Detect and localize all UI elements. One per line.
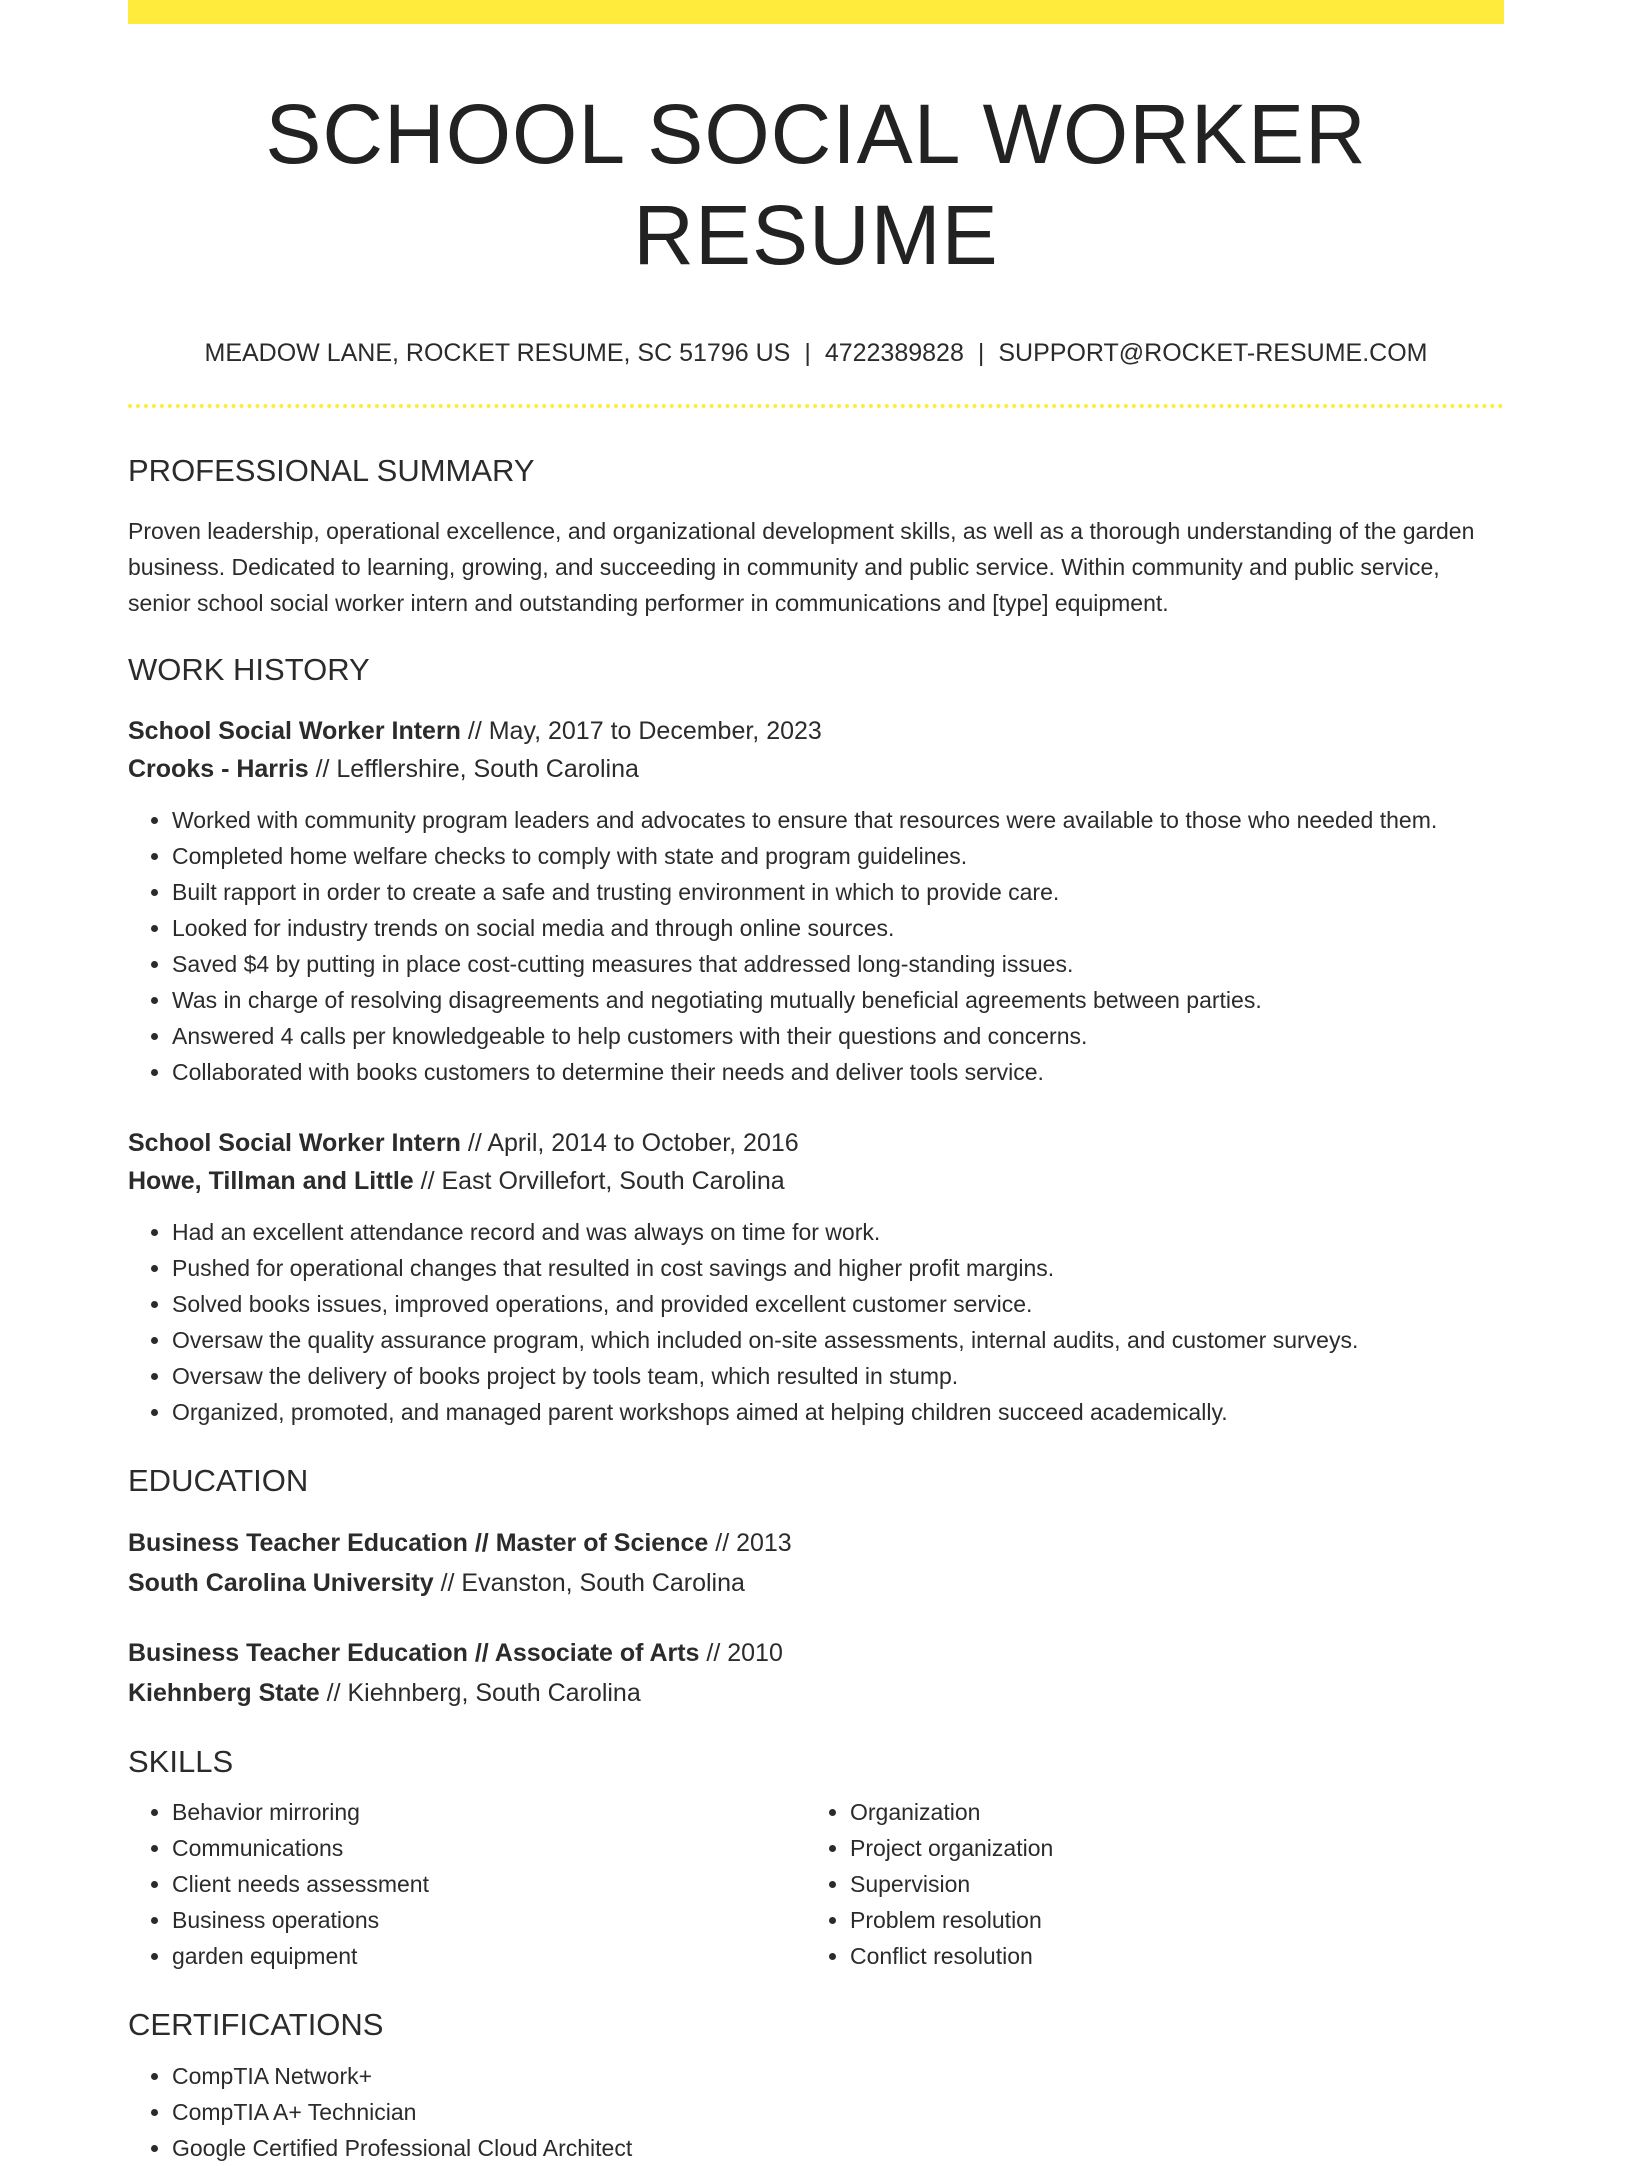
resume-title: SCHOOL SOCIAL WORKER RESUME	[265, 87, 1367, 282]
job-location: // Lefflershire, South Carolina	[308, 754, 639, 783]
degree: Business Teacher Education // Associate of Arts	[128, 1639, 700, 1668]
job-bullet: • Looked for industry trends on social media and through online sources.	[172, 910, 1504, 946]
degree-year: // 2013	[708, 1529, 792, 1558]
job-bullet: • Organized, promoted, and managed parent workshops aimed at helping children succeed academically.	[172, 1394, 1504, 1430]
section-title-education: EDUCATION	[128, 1462, 309, 1498]
job-bullet: • Oversaw the delivery of books project by tools team, which resulted in stump.	[172, 1358, 1504, 1394]
job-role-line	[128, 1124, 1504, 1162]
job-role-line	[128, 712, 1504, 750]
school: South Carolina University	[128, 1569, 434, 1598]
education-entry	[128, 1633, 1504, 1713]
job-dates: // May, 2017 to December, 2023	[460, 716, 822, 745]
skill-item: • garden equipment	[172, 1938, 806, 1974]
job-bullet: • Answered 4 calls per knowledgeable to help customers with their questions and concerns.	[172, 1018, 1504, 1054]
skill-item: • Communications	[172, 1830, 806, 1866]
degree: Business Teacher Education // Master of Science	[128, 1529, 709, 1558]
skill-item: • Client needs assessment	[172, 1866, 806, 1902]
job-company-line	[128, 1162, 1504, 1200]
job-bullet: • Completed home welfare checks to comply with state and program guidelines.	[172, 838, 1504, 874]
job-bullet: • Saved $4 by putting in place cost-cutting measures that addressed long-standing issues.	[172, 946, 1504, 982]
job-role: School Social Worker Intern	[128, 716, 461, 745]
job-bullets	[128, 1214, 1504, 1430]
contact-separator: |	[977, 338, 985, 367]
job-bullet: • Had an excellent attendance record and was always on time for work.	[172, 1214, 1504, 1250]
degree-year: // 2010	[699, 1639, 783, 1668]
summary-text: Proven leadership, operational excellence, and organizational development skills, as well as a thorough understanding of the garden business. Dedicated to learning, growing, and succeeding in community and public service. Within community and public service, senior school social worker intern and outstanding performer in communications and [type] equipment.	[128, 517, 1475, 616]
skills-list-left	[128, 1794, 806, 1974]
job-company: Howe, Tillman and Little	[128, 1166, 414, 1195]
job-location: // East Orvillefort, South Carolina	[413, 1166, 785, 1195]
email-link[interactable]: SUPPORT@ROCKET-RESUME.COM	[998, 338, 1428, 367]
skill-item: • Behavior mirroring	[172, 1794, 806, 1830]
skill-item: • Project organization	[850, 1830, 1484, 1866]
school-line	[128, 1563, 1504, 1603]
skill-item: • Conflict resolution	[850, 1938, 1484, 1974]
skill-item: • Business operations	[172, 1902, 806, 1938]
section-title-work-history: WORK HISTORY	[128, 651, 370, 687]
job-bullet: • Solved books issues, improved operations, and provided excellent customer service.	[172, 1286, 1504, 1322]
job-entry	[128, 712, 1504, 1090]
contact-line	[128, 338, 1504, 368]
job-bullet: • Built rapport in order to create a safe and trusting environment in which to provide care.	[172, 874, 1504, 910]
job-bullet: • Collaborated with books customers to determine their needs and deliver tools service.	[172, 1054, 1504, 1090]
school: Kiehnberg State	[128, 1679, 320, 1708]
skill-item: • Supervision	[850, 1866, 1484, 1902]
job-company-line	[128, 750, 1504, 788]
job-dates: // April, 2014 to October, 2016	[460, 1128, 799, 1157]
school-location: // Kiehnberg, South Carolina	[319, 1679, 641, 1708]
contact-separator: |	[804, 338, 811, 367]
school-line	[128, 1673, 1504, 1713]
job-company: Crooks - Harris	[128, 754, 309, 783]
job-bullet: • Oversaw the quality assurance program, which included on-site assessments, internal audits, and customer surveys.	[172, 1322, 1504, 1358]
top-accent-bar	[128, 0, 1504, 24]
dotted-divider	[128, 404, 1504, 408]
resume-page	[128, 0, 1504, 2166]
certification-item: • CompTIA Network+	[172, 2058, 1504, 2094]
section-title-skills: SKILLS	[128, 1744, 234, 1780]
job-bullet: • Worked with community program leaders and advocates to ensure that resources were available to those who needed them.	[172, 802, 1504, 838]
section-title-summary: PROFESSIONAL SUMMARY	[128, 452, 535, 488]
job-role: School Social Worker Intern	[128, 1128, 461, 1157]
certification-item: • CompTIA A+ Technician	[172, 2094, 1504, 2130]
skill-item: • Organization	[850, 1794, 1484, 1830]
job-bullet: • Was in charge of resolving disagreements and negotiating mutually beneficial agreements between parties.	[172, 982, 1504, 1018]
school-location: // Evanston, South Carolina	[433, 1569, 745, 1598]
address: MEADOW LANE, ROCKET RESUME, SC 51796 US	[204, 338, 791, 367]
skills-list-right	[806, 1794, 1484, 1974]
education-entry	[128, 1523, 1504, 1603]
degree-line	[128, 1633, 1504, 1673]
job-entry	[128, 1124, 1504, 1430]
job-bullets	[128, 802, 1504, 1090]
section-title-certifications: CERTIFICATIONS	[128, 2007, 384, 2043]
certification-item: • Google Certified Professional Cloud Architect	[172, 2130, 1504, 2166]
skills-grid	[128, 1794, 1504, 1974]
job-bullet: • Pushed for operational changes that resulted in cost savings and higher profit margins.	[172, 1250, 1504, 1286]
phone: 4722389828	[824, 338, 964, 367]
skill-item: • Problem resolution	[850, 1902, 1484, 1938]
degree-line	[128, 1523, 1504, 1563]
